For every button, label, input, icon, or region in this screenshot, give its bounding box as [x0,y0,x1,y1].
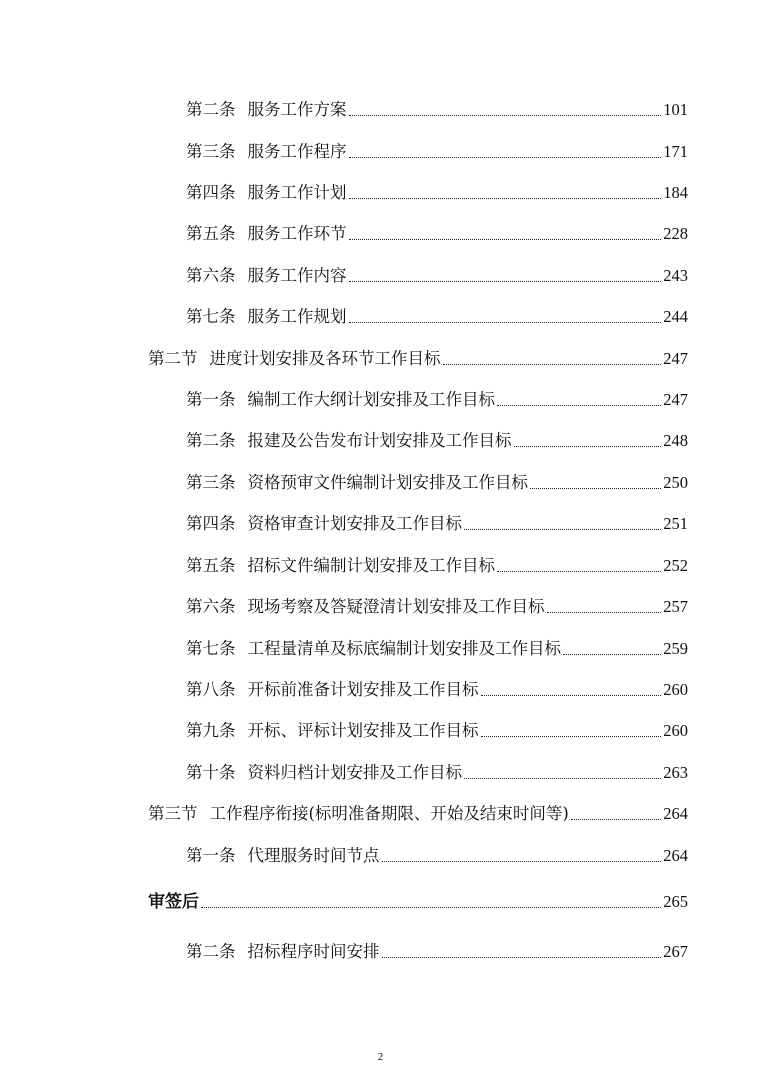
toc-entry-number: 第五条 [186,224,236,243]
toc-entry-number: 第二条 [186,942,236,961]
toc-entry-page: 267 [663,942,688,961]
toc-entry-page: 263 [663,763,688,782]
toc-entry-page: 257 [663,597,688,616]
dot-leader [443,364,662,365]
toc-entry[interactable] [186,552,688,576]
dot-leader [571,819,661,820]
toc-entry-page: 260 [663,680,688,699]
toc-entry-title: 招标文件编制计划安排及工作目标 [247,556,495,575]
dot-leader [497,405,661,406]
toc-entry-number: 第一条 [186,846,236,865]
dot-leader [349,281,662,282]
toc-entry[interactable] [186,220,688,244]
toc-entry-number: 第二条 [186,100,236,119]
toc-entry-page: 251 [663,514,688,533]
page-number: 2 [377,1051,384,1063]
toc-entry[interactable] [186,262,688,286]
toc-entry[interactable] [186,759,688,783]
toc-entry-page: 101 [663,100,688,119]
toc-section-entry[interactable] [148,800,688,824]
toc-entry-title: 编制工作大纲计划安排及工作目标 [247,390,495,409]
toc-entry-title: 资格预审文件编制计划安排及工作目标 [247,473,528,492]
toc-entry-number: 第四条 [186,183,236,202]
toc-entry[interactable] [186,427,688,451]
dot-leader [201,907,661,908]
toc-entry-page: 265 [663,892,688,911]
toc-entry-page: 260 [663,721,688,740]
toc-entry-page: 264 [663,804,688,823]
toc-entry[interactable] [186,842,688,866]
toc-entry-number: 第二条 [186,431,236,450]
toc-entry[interactable] [186,303,688,327]
toc-entry[interactable] [186,635,688,659]
toc-entry-number: 第二节 [148,349,198,368]
toc-entry-number: 第六条 [186,597,236,616]
toc-entry-title: 进度计划安排及各环节工作目标 [209,349,441,368]
toc-entry-title: 代理服务时间节点 [247,846,380,865]
toc-entry-page: 228 [663,224,688,243]
toc-entry[interactable] [186,676,688,700]
toc-entry-page: 171 [663,142,688,161]
dot-leader [497,571,661,572]
toc-entry-number: 第九条 [186,721,236,740]
toc-entry-page: 259 [663,639,688,658]
toc-entry-page: 247 [663,390,688,409]
toc-entry-title: 服务工作内容 [247,266,347,285]
toc-entry-number: 第七条 [186,307,236,326]
toc-entry[interactable] [186,138,688,162]
toc-entry-number: 第一条 [186,390,236,409]
dot-leader [349,157,662,158]
dot-leader [464,778,661,779]
toc-entry[interactable] [186,510,688,534]
toc-entry-number: 第三条 [186,142,236,161]
toc-entry-number: 第七条 [186,639,236,658]
toc-entry-number: 第八条 [186,680,236,699]
toc-entry-title: 资格审查计划安排及工作目标 [247,514,462,533]
toc-entry-number: 第十条 [186,763,236,782]
toc-entry-page: 243 [663,266,688,285]
toc-entry-title: 工作程序衔接(标明准备期限、开始及结束时间等) [209,804,569,823]
toc-entry-number: 第五条 [186,556,236,575]
toc-entry-title: 服务工作环节 [247,224,347,243]
toc-entry[interactable] [186,179,688,203]
dot-leader [563,654,661,655]
toc-entry-page: 244 [663,307,688,326]
toc-entry-title: 服务工作方案 [247,100,347,119]
dot-leader [481,695,662,696]
toc-entry[interactable] [186,469,688,493]
toc-entry-number: 第三节 [148,804,198,823]
toc-entry-page: 248 [663,431,688,450]
toc-entry-title: 招标程序时间安排 [247,942,380,961]
toc-entry-title: 审签后 [148,892,199,912]
toc-entry-number: 第四条 [186,514,236,533]
toc-entry[interactable] [186,593,688,617]
dot-leader [514,446,662,447]
toc-entry-number: 第六条 [186,266,236,285]
toc-entry-title: 工程量清单及标底编制计划安排及工作目标 [247,639,561,658]
toc-entry[interactable] [186,96,688,120]
toc-entry-page: 184 [663,183,688,202]
dot-leader [349,322,662,323]
toc-entry-title: 报建及公告发布计划安排及工作目标 [247,431,512,450]
toc-entry-title: 服务工作规划 [247,307,347,326]
toc-entry[interactable] [186,386,688,410]
dot-leader [382,861,662,862]
toc-entry-title: 资料归档计划安排及工作目标 [247,763,462,782]
toc-entry[interactable] [186,717,688,741]
dot-leader [349,239,662,240]
toc-entry-title: 开标前准备计划安排及工作目标 [247,680,479,699]
toc-entry-number: 第三条 [186,473,236,492]
toc-chapter-entry[interactable] [148,888,688,912]
dot-leader [547,612,662,613]
dot-leader [464,529,661,530]
toc-entry[interactable] [186,938,688,962]
toc-entry-page: 247 [663,349,688,368]
dot-leader [382,957,662,958]
dot-leader [349,115,662,116]
toc-entry-page: 252 [663,556,688,575]
toc-entry-page: 264 [663,846,688,865]
dot-leader [530,488,661,489]
toc-section-entry[interactable] [148,345,688,369]
toc-entry-title: 开标、评标计划安排及工作目标 [247,721,479,740]
toc-entry-title: 服务工作计划 [247,183,347,202]
toc-entry-title: 服务工作程序 [247,142,347,161]
dot-leader [349,198,662,199]
toc-entry-page: 250 [663,473,688,492]
dot-leader [481,736,662,737]
toc-entry-title: 现场考察及答疑澄清计划安排及工作目标 [247,597,545,616]
